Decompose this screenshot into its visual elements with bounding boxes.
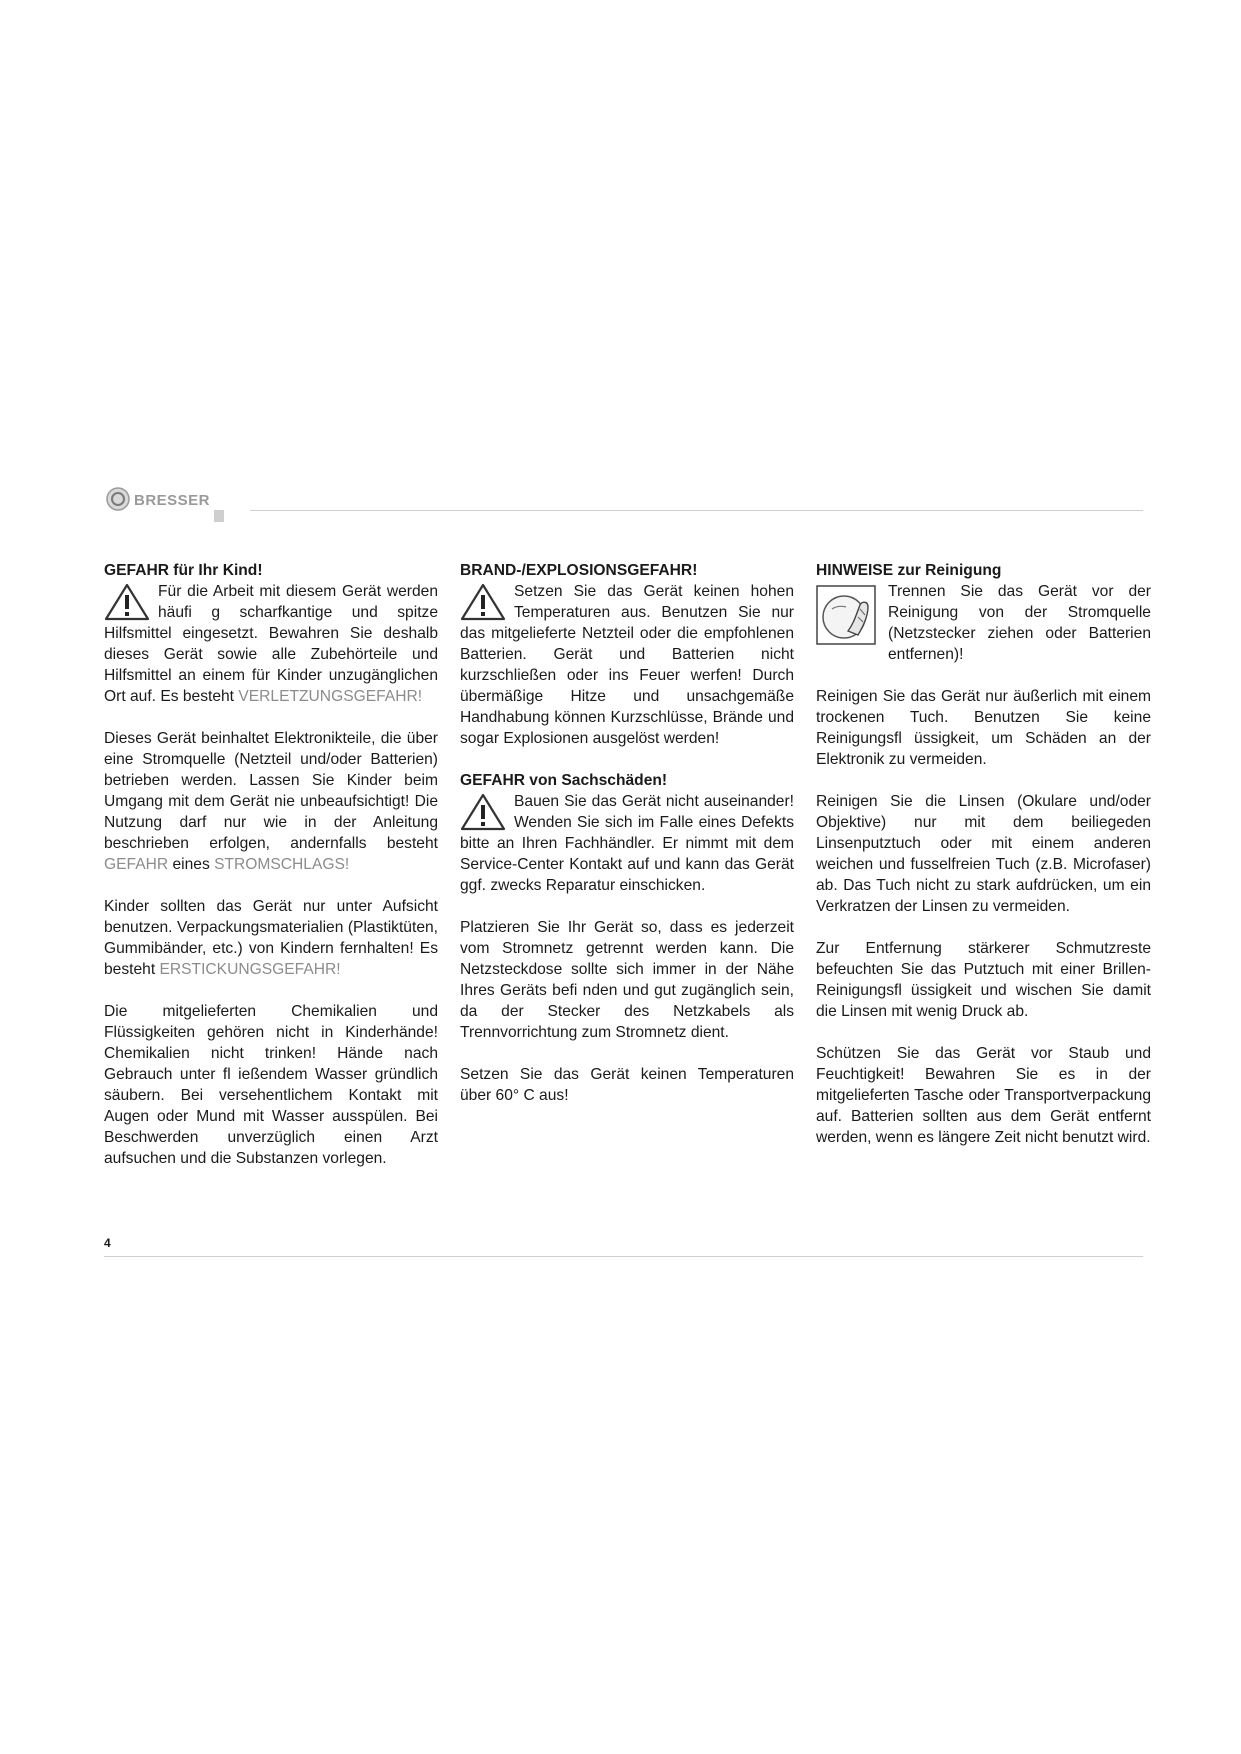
section-heading: HINWEISE zur Reinigung [816,562,1002,579]
section-heading: BRAND-/EXPLOSIONSGEFAHR! [460,562,698,579]
highlight-text: STROMSCHLAGS! [214,856,350,873]
text-run: Dieses Gerät beinhaltet Elektronikteile, die über eine Stromquelle (Netzteil und/oder Batterien) betrieben werden. Lassen Sie Kinder beim Umgang mit dem Gerät nie unbeaufsichtigt! Die Nutzung darf nur wie in der Anleitung beschrieben erfolgen, andernfalls besteht [104,730,438,852]
paragraph: Trennen Sie das Gerät vor der Reinigung von der Stromquelle (Netzstecker ziehen oder Batterien entfernen)! [888,583,1151,663]
paragraph: Reinigen Sie das Gerät nur äußerlich mit einem trockenen Tuch. Benutzen Sie keine Reinigungsfl üssigkeit, um Schäden an der Elektronik zu vermeiden. [816,688,1151,768]
section-heading: GEFAHR von Sachschäden! [460,772,668,789]
paragraph: Zur Entfernung stärkerer Schmutzreste befeuchten Sie das Putztuch mit einer Brillen-Reinigungsfl üssigkeit und wischen Sie damit die Linsen mit wenig Druck ab. [816,940,1151,1020]
column-3 [816,560,1151,1169]
bresser-logo [104,484,254,528]
brand-wordmark: BRESSER [134,492,211,509]
section-fire-danger [460,560,794,749]
footer-rule [104,1256,1143,1257]
text-run: Für die Arbeit mit diesem Gerät werden häufi g scharfkantige und spitze Hilfsmittel eingesetzt. Bewahren Sie deshalb dieses Gerät sowie alle Zubehörteile und Hilfsmittel an einem für Kinder unzugänglichen Ort auf. Es besteht [104,583,438,705]
section-child-danger [104,560,438,707]
warning-triangle-icon [460,583,506,621]
paragraph [104,581,438,707]
paragraph: Bauen Sie das Gerät nicht auseinander! Wenden Sie sich im Falle eines Defekts bitte an Ihren Fachhändler. Er nimmt mit dem Service-Center Kontakt auf und kann das Gerät ggf. zwecks Reparatur einschicken. [460,793,794,894]
text-run: eines [168,856,215,873]
paragraph: Reinigen Sie die Linsen (Okulare und/oder Objektive) nur mit dem beiliegeden Linsenputztuch oder mit einem anderen weichen und fusselfreien Tuch (z.B. Microfaser) ab. Das Tuch nicht zu stark aufdrücken, um ein Verkratzen der Linsen zu vermeiden. [816,793,1151,915]
page-number: 4 [104,1236,111,1250]
warning-triangle-icon [460,793,506,831]
paragraph: Die mitgelieferten Chemikalien und Flüssigkeiten gehören nicht in Kinderhände! Chemikalien nicht trinken! Hände nach Gebrauch unter fl ießendem Wasser gründlich säubern. Bei versehentlichem Kontakt mit Augen oder Mund mit Wasser ausspülen. Bei Beschwerden unverzüglich einen Arzt aufsuchen und die Substanzen vorlegen. [104,1003,438,1167]
highlight-text: GEFAHR [104,856,169,873]
highlight-text: VERLETZUNGSGEFAHR! [238,688,423,705]
paragraph: Schützen Sie das Gerät vor Staub und Feuchtigkeit! Bewahren Sie es in der mitgelieferten Tasche oder Transportverpackung auf. Batterien sollten aus dem Gerät entfernt werden, wenn es längere Zeit nicht benutzt wird. [816,1045,1151,1146]
cleaning-cloth-icon [816,585,876,645]
paragraph: Setzen Sie das Gerät keinen hohen Temperaturen aus. Benutzen Sie nur das mitgelieferte Netzteil oder die empfohlenen Batterien. Gerät und Batterien nicht kurzschließen oder ins Feuer werfen! Durch übermäßige Hitze und unsachgemäße Handhabung können Kurzschlüsse, Brände und sogar Explosionen ausgelöst werden! [460,583,794,747]
paragraph [104,728,438,875]
warning-triangle-icon [104,583,150,621]
section-cleaning-notes [816,560,1151,665]
header-rule [250,510,1143,511]
paragraph: Setzen Sie das Gerät keinen Temperaturen über 60° C aus! [460,1066,794,1104]
column-2 [460,560,794,1127]
column-1 [104,560,438,1190]
highlight-text: ERSTICKUNGSGEFAHR! [159,961,341,978]
paragraph: Platzieren Sie Ihr Gerät so, dass es jederzeit vom Stromnetz getrennt werden kann. Die Netzsteckdose sollte sich immer in der Nähe Ihres Geräts befi nden und gut zugänglich sein, da der Stecker des Netzkabels als Trennvorrichtung zum Stromnetz dient. [460,919,794,1041]
bresser-logo-icon [104,484,254,528]
text-run: Kinder sollten das Gerät nur unter Aufsicht benutzen. Verpackungsmaterialien (Plastiktüten, Gummibänder, etc.) von Kindern fernhalten! Es besteht [104,898,438,978]
paragraph [104,896,438,980]
section-heading: GEFAHR für Ihr Kind! [104,562,263,579]
section-property-damage [460,770,794,896]
